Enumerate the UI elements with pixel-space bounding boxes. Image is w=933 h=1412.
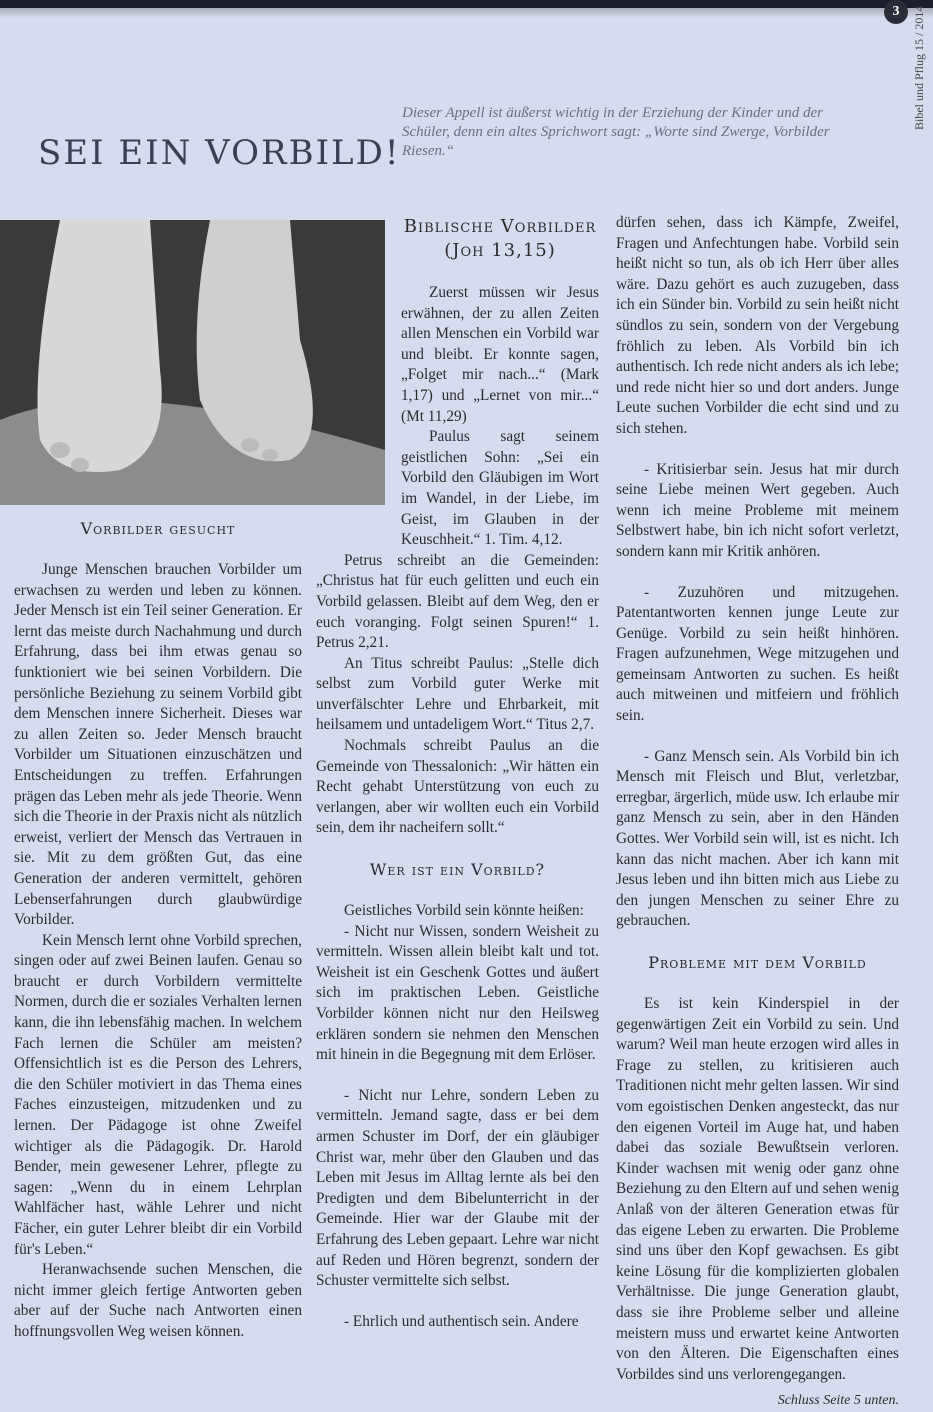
- paragraph: - Nicht nur Lehre, sondern Leben zu vermitteln. Jemand sagte, dass er bei dem armen Schuster im Dorf, der ein gläubiger Christ war, mehr über den Glauben und das Leben mit Jesus im Alltag lernte als bei den Predigten und dem Bibelunterricht in der Gemeinde. Hier war der Glaube mit der Erfahrung des Leben gepaart. Lehre war nicht auf Reden und Hören begrenzt, sondern der Schuster vermittelte sich selbst.: [316, 1086, 599, 1290]
- paragraph: - Ehrlich und authentisch sein. Andere: [344, 1312, 579, 1330]
- page-top-edge: [0, 0, 933, 8]
- paragraph: Petrus schreibt an die Gemeinden: „Christus hat für euch gelitten und euch ein Vorbild gelassen. Bleibt auf dem Weg, den er euch voranging. Folgt seinen Spuren!“ 1. Petrus 2,21.: [316, 551, 599, 652]
- paragraph: - Zuzuhören und mitzugehen. Patentantworten kennen junge Leute zur Genüge. Vorbild zu sein heißt hinhören. Fragen aufzunehmen, Wege mitzugehen und gemeinsam Antworten zu suchen. Es heißt auch mitweinen und mitfeiern und fröhlich sein.: [616, 583, 899, 725]
- paragraph: - Ganz Mensch sein. Als Vorbild bin ich Mensch mit Fleisch und Blut, verletzbar, erregbar, ärgerlich, müde usw. Ich erlaube mir ganz Mensch zu sein, aber in den Händen Gottes. Wer Vorbild sein will, ist es nicht. Ich kann das nicht machen. Aber ich kann mit Jesus leben und ihn bitten mich aus Liebe zu den jungen Menschen zu seiner Ehre zu gebrauchen.: [616, 747, 899, 930]
- page-shadow: [0, 8, 933, 18]
- paragraph: Junge Menschen brauchen Vorbilder um erwachsen zu werden und leben zu können. Jeder Mensch ist ein Teil seiner Generation. Er lernt das meiste durch Nachahmung und durch Erfahrung, dass bei ihm etwas genau so funktioniert wie bei seinen Vorbildern. Die persönliche Beziehung zu seinem Vorbild gibt dem Menschen innere Sicherheit. Dieses war zu allen Zeiten so. Jeder Mensch braucht Vorbilder um Situationen einzuschätzen und Entscheidungen zu treffen. Erfahrungen prägen das Leben mehr als jede Theorie. Wenn sich die Theorie in der Praxis nicht als nützlich erweist, verliert der Mensch das Vertrauen in sie. Mit zu dem größten Gut, das eine Generation der anderen vermittelt, gehören Lebenserfahrungen durch glaubwürdige Vorbilder.: [14, 561, 302, 929]
- paragraph: Geistliches Vorbild sein könnte heißen:: [344, 902, 584, 920]
- column-1: [14, 518, 302, 1343]
- paragraph: An Titus schreibt Paulus: „Stelle dich selbst zum Vorbild guter Werke mit unverfälschter Lehre und Ehrbarkeit, mit heilsamem und untadeligem Wort.“ Titus 2,7.: [316, 654, 599, 734]
- paragraph: Kein Mensch lernt ohne Vorbild sprechen, singen oder auf zwei Beinen laufen. Genau so braucht er durch Vorbildern vermittelte Normen, durch die er soziales Verhalten lernen kann, die ihn lebensfähig machen. In welchem Fach lernen die Schüler am meisten? Offensichtlich ist es die Person des Lehrers, die den Schüler motiviert in das Thema eines Faches einzusteigen, mitzudenken und zu lernen. Der Pädagoge ist ohne Zweifel wichtiger als die Pädagogik. Dr. Harold Bender, mein gewesener Lehrer, pflegte zu sagen: „Wenn du in einem Lehrplan Wahlfächer hast, wähle Lehrer und nicht Fächer, ein guter Lehrer bleibt dir ein Vorbild für's Leben.“: [14, 931, 302, 1258]
- paragraph: Paulus sagt seinem geistlichen Sohn: „Sei ein Vorbild den Gläubigen im Wort im Wandel, in der Liebe, im Geist, im Glauben in der Keuschheit.“ 1. Tim. 4,12.: [401, 428, 599, 549]
- paragraph: - Kritisierbar sein. Jesus hat mir durch seine Liebe meinen Wert gegeben. Auch wenn ich meine Probleme mit meinem Selbstwert habe, bin ich nicht sofort verletzt, sondern kann mir Kritik anhören.: [616, 460, 899, 560]
- paragraph: Zuerst müssen wir Jesus erwähnen, der zu allen Zeiten allen Menschen ein Vorbild war und bleibt. Er konnte sagen, „Folget mir nach...“ (Mark 1,17) und „Lernet von mir...“ (Mt 11,29): [401, 284, 599, 425]
- paragraph: dürfen sehen, dass ich Kämpfe, Zweifel, Fragen und Anfechtungen habe. Vorbild sein heißt nicht so tun, als ob ich Herr über alles wäre. Dazu gehört es auch zuzugeben, dass ich ein Sünder bin. Vorbild zu sein heißt nicht sündlos zu sein, sondern von der Vergebung fröhlich zu leben. Als Vorbild bin ich authentisch. Ich rede nicht anders als ich lebe; und rede nicht hier so und dort anders. Junge Leute suchen Vorbilder die echt sind und zu sich stehen.: [616, 214, 899, 437]
- paragraph: Es ist kein Kinderspiel in der gegenwärtigen Zeit ein Vorbild zu sein. Und warum? Weil man heute erzogen wird alles in Frage zu stellen, zu kritisieren auch Traditionen nicht mehr gelten lassen. Wir sind vom egoistischen Denken angesteckt, das nur den eigenen Vorteil im Auge hat, und haben dabei das soziale Bewußtsein verloren. Kinder wachsen mit wenig oder ganz ohne Beziehung zu den Eltern auf und sehen wenig Anlaß von der älteren Generation etwas für das eigene Leben zu erwarten. Die Probleme sind uns über den Kopf gewachsen. Es gibt keine Lösung für die komplizierten globalen Verhältnisse. Die junge Generation glaubt, dass sie ihre Probleme selber und alleine meistern muss und erwartet keine Antworten von den Älteren. Die Eigenschaften eines Vorbildes sind uns verlorengegangen.: [616, 995, 899, 1383]
- heading-probleme-mit-dem-vorbild: Probleme mit dem Vorbild: [648, 953, 867, 972]
- running-header: Bibel und Pflug 15 / 2014: [912, 5, 926, 130]
- article-intro: Dieser Appell ist äußerst wichtig in der Erziehung der Kinder und der Schüler, denn ein altes Sprichwort sagt: „Worte sind Zwerge, Vorbilder Riesen.“: [402, 105, 830, 159]
- paragraph: - Nicht nur Wissen, sondern Weisheit zu vermitteln. Wissen allein bleibt kalt und tot. Weisheit ist ein Geschenk Gottes und äußert sich im praktischen Leben. Geistliche Vorbilder können nicht nur den Heilsweg erklären sondern sie nehmen den Menschen mit hinein in die Begegnung mit dem Erlöser.: [316, 922, 599, 1064]
- heading-wer-ist-ein-vorbild: Wer ist ein Vorbild?: [369, 860, 546, 880]
- paragraph: Nochmals schreibt Paulus an die Gemeinde von Thessalonich: „Wir hätten ein Recht gehabt Unterstützung von euch zu verlangen, aber wir wollten euch ein Vorbild sein, dem ihr nacheifern sollt.“: [316, 737, 599, 837]
- heading-biblische-vorbilder: Biblische Vorbilder (Joh 13,15): [403, 216, 597, 261]
- heading-vorbilder-gesucht: Vorbilder gesucht: [80, 519, 236, 538]
- continuation-note: Schluss Seite 5 unten.: [777, 1393, 899, 1409]
- column-3: [616, 213, 899, 1412]
- column-2: [316, 215, 599, 1332]
- page-number: 3: [884, 0, 908, 24]
- article-title: SEI EIN VORBILD!: [38, 132, 401, 173]
- paragraph: Heranwachsende suchen Menschen, die nicht immer gleich fertige Antworten geben aber auf der Suche nach Antworten einen hoffnungsvollen Weg weisen können.: [14, 1261, 302, 1340]
